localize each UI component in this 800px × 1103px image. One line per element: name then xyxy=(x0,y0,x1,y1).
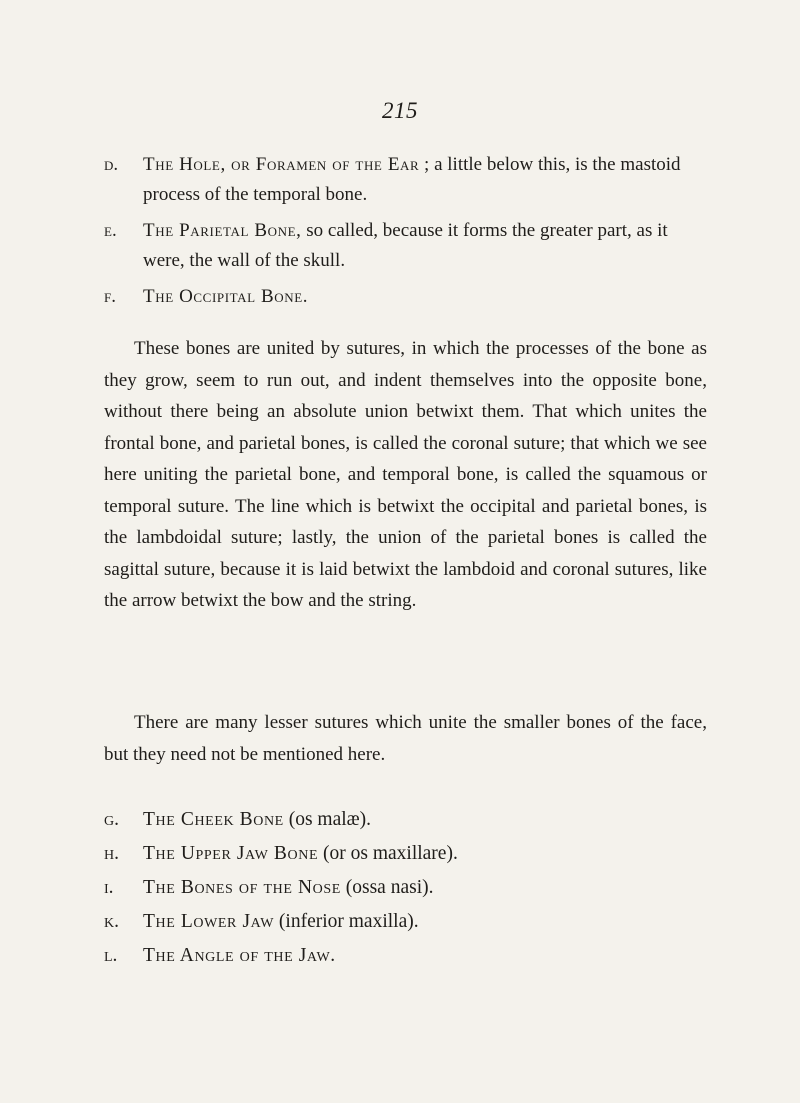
entry-i xyxy=(104,873,704,903)
entry-name: The Lower Jaw xyxy=(143,911,275,932)
entry-h xyxy=(104,839,704,869)
entry-text: (inferior maxilla). xyxy=(274,911,419,932)
entry-text: (or os maxillare). xyxy=(318,843,458,864)
entry-e xyxy=(104,216,704,276)
entry-name: The Bones of the Nose xyxy=(143,877,341,898)
lesser-sutures-paragraph: There are many lesser sutures which unite the smaller bones of the face, but they need not be mentioned here. xyxy=(104,712,707,765)
entry-name: The Angle of the Jaw. xyxy=(143,945,336,966)
bottom-entry-list xyxy=(104,805,704,975)
entry-f xyxy=(104,282,704,312)
entry-g xyxy=(104,805,704,835)
entry-letter: e. xyxy=(104,220,117,241)
entry-letter: f. xyxy=(104,286,116,307)
entry-name: The Upper Jaw Bone xyxy=(143,843,319,864)
entry-name: The Parietal Bone, xyxy=(143,220,302,241)
entry-text: (os malæ). xyxy=(283,809,372,830)
entry-letter: h. xyxy=(104,843,119,864)
entry-letter: g. xyxy=(104,809,119,830)
entry-text: (ossa nasi). xyxy=(340,877,434,898)
page-number: 215 xyxy=(382,98,418,123)
top-entry-list xyxy=(104,150,704,318)
entry-name: The Hole, or Foramen of the Ear xyxy=(143,154,420,175)
entry-text: ; a little below this, is the mastoid process of the temporal bone. xyxy=(143,154,681,205)
entry-l xyxy=(104,941,704,971)
entry-name: The Cheek Bone xyxy=(143,809,284,830)
entry-d xyxy=(104,150,704,210)
entry-name: The Occipital Bone. xyxy=(143,286,309,307)
entry-k xyxy=(104,907,704,937)
sutures-paragraph: These bones are united by sutures, in which the processes of the bone as they grow, seem to run out, and indent themselves into the opposite bone, without there being an absolute union betwixt them. That which unites the frontal bone, and parietal bones, is called the coronal suture; that which we see here uniting the parietal bone, and temporal bone, is called the squamous or temporal suture. The line which is betwixt the occipital and parietal bones, is the lambdoidal suture; lastly, the union of the parietal bones is called the sagittal suture, because it is laid betwixt the lambdoid and coronal sutures, like the arrow betwixt the bow and the string. xyxy=(104,338,707,611)
entry-text: so called, because it forms the greater part, as it were, the wall of the skull. xyxy=(143,220,668,271)
entry-letter: k. xyxy=(104,911,119,932)
entry-letter: d. xyxy=(104,154,119,175)
entry-letter: l. xyxy=(104,945,118,966)
entry-letter: i. xyxy=(104,877,114,898)
